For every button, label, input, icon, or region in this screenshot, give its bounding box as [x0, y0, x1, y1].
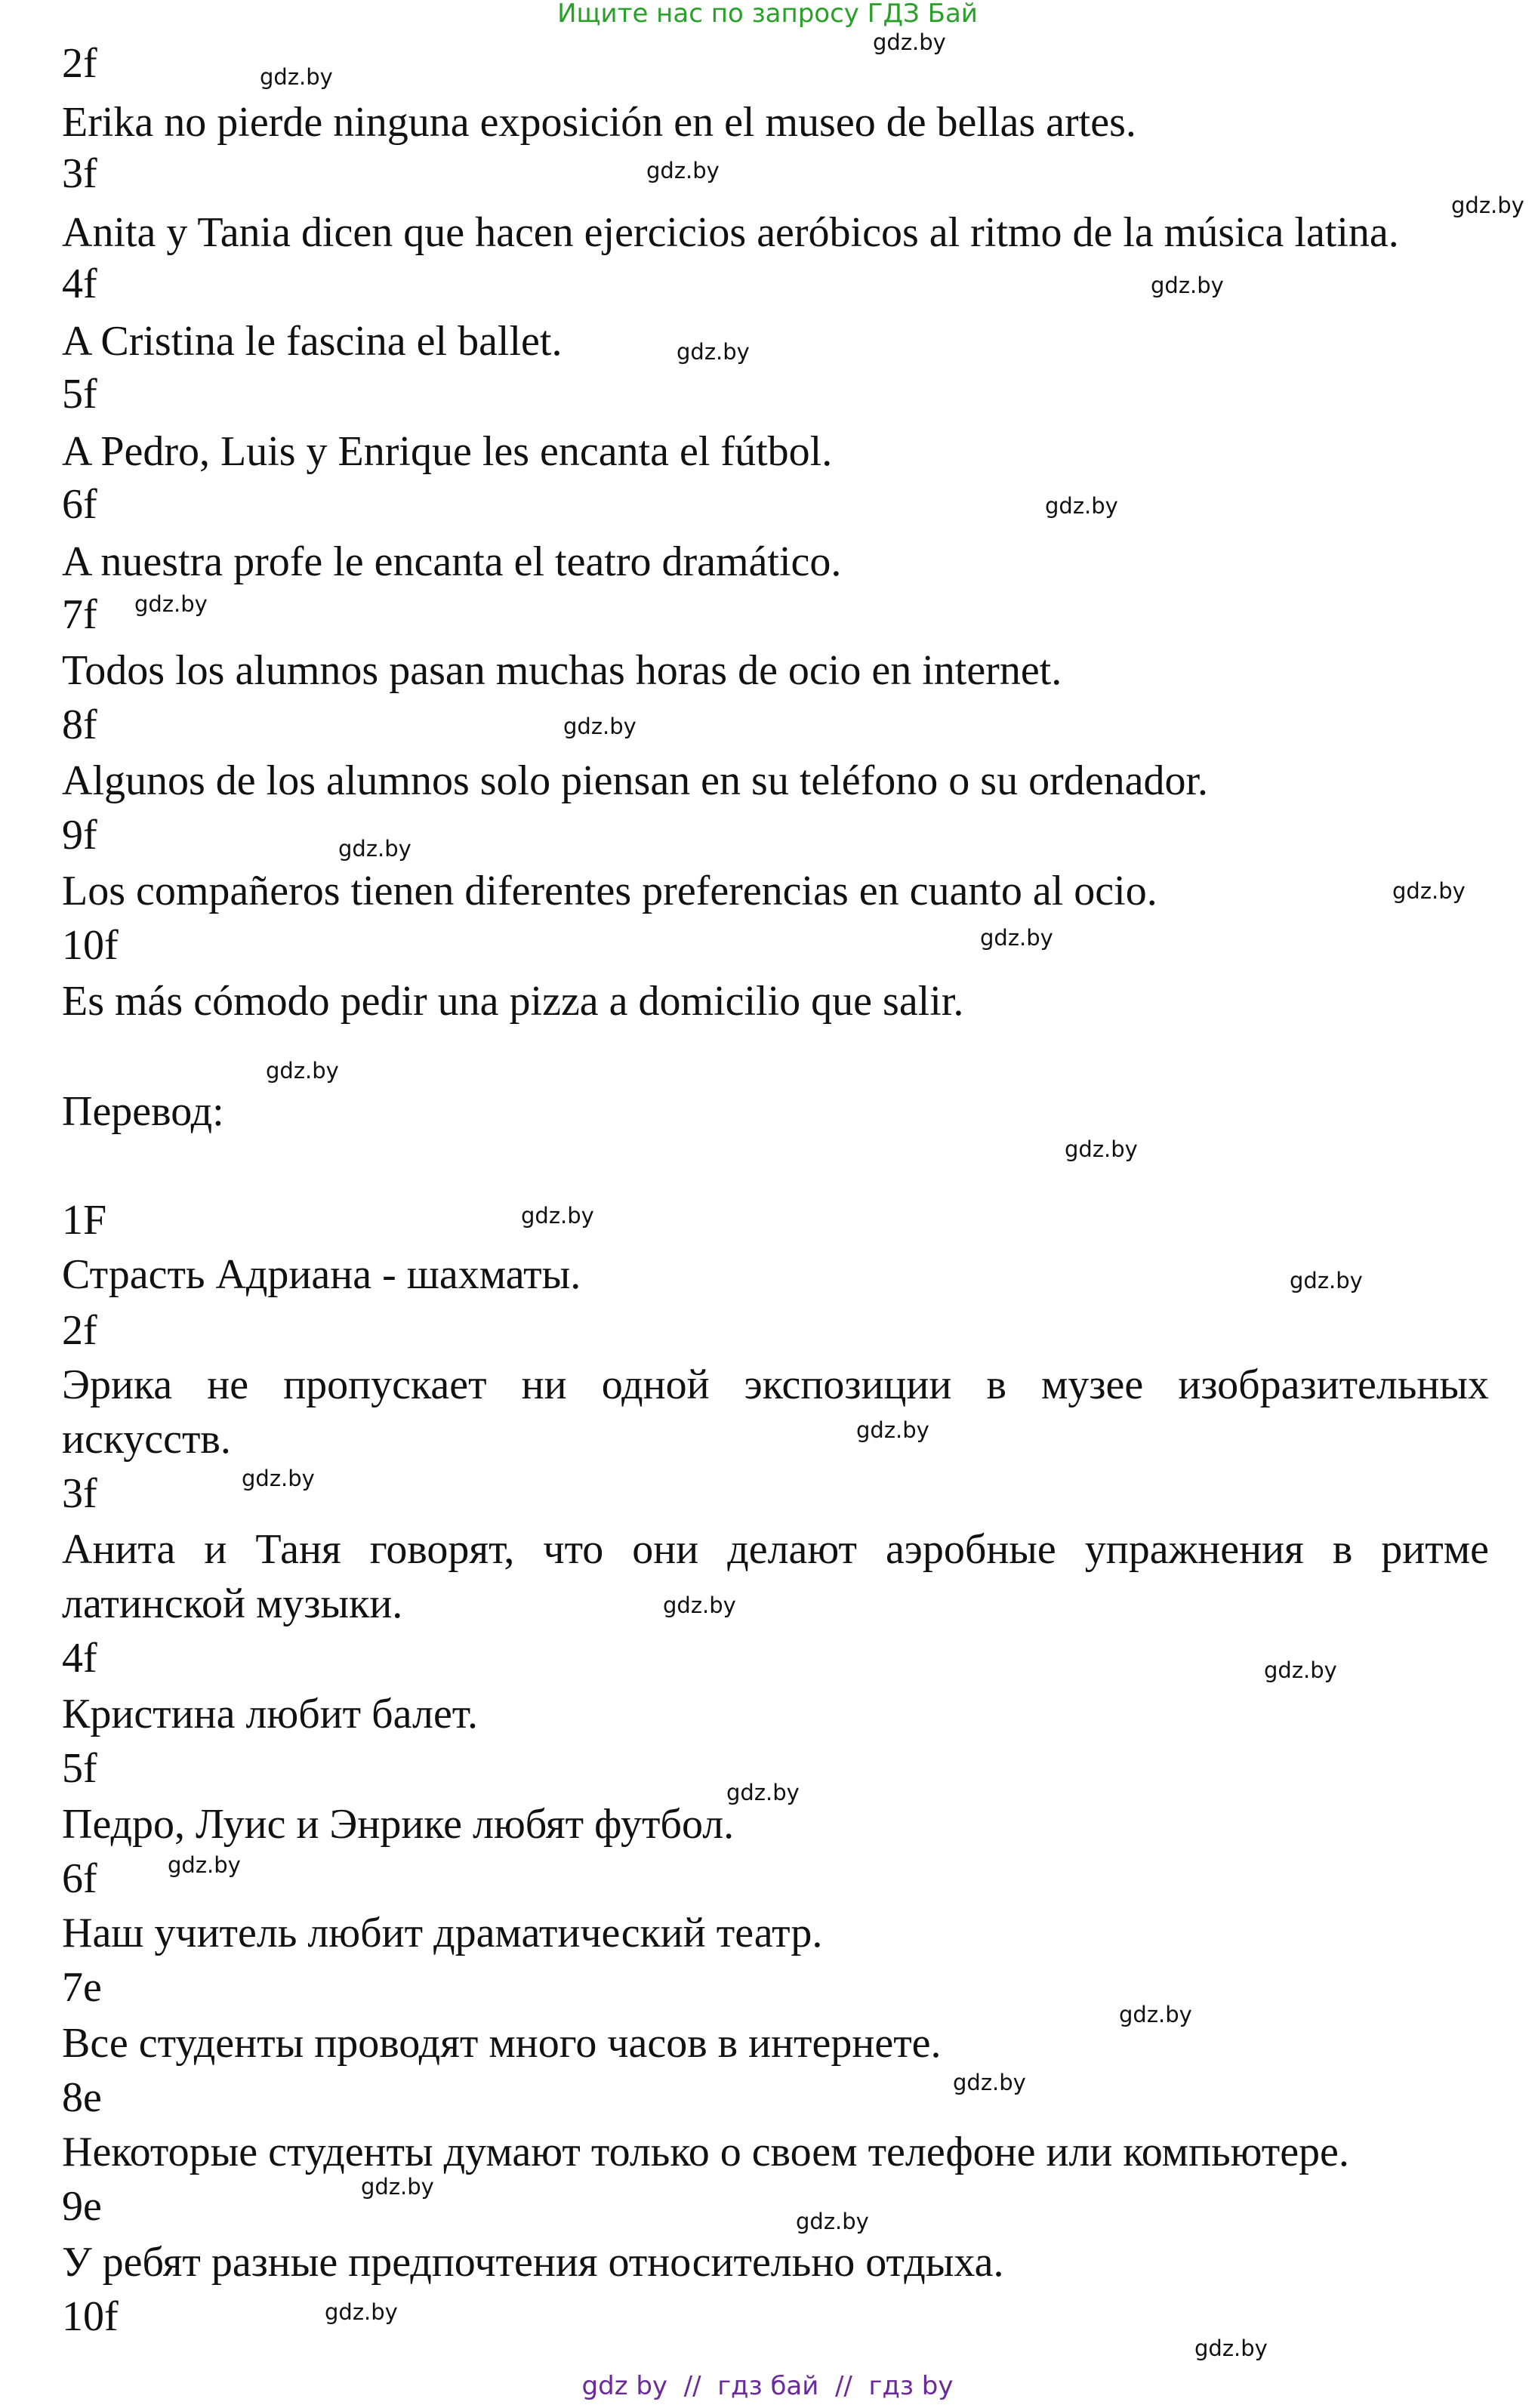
item-number: 6f — [62, 1855, 97, 1902]
item-number: 6f — [62, 481, 97, 528]
watermark: gdz.by — [521, 1203, 594, 1229]
item-number: 8e — [62, 2074, 102, 2121]
watermark: gdz.by — [1151, 273, 1224, 298]
russian-sentence: Анита и Таня говорят, что они делают аэробные упражнения в ритме — [62, 1526, 1489, 1573]
watermark: gdz.by — [168, 1852, 241, 1878]
watermark: gdz.by — [1045, 493, 1118, 519]
spanish-sentence: Es más cómodo pedir una pizza a domicilio que salir. — [62, 978, 964, 1025]
russian-sentence: Кристина любит балет. — [62, 1691, 479, 1737]
russian-sentence: Педро, Луис и Энрике любят футбол. — [62, 1801, 735, 1848]
watermark: gdz.by — [646, 158, 720, 183]
russian-sentence: У ребят разные предпочтения относительно отдыха. — [62, 2239, 1004, 2286]
russian-sentence: Все студенты проводят много часов в интернете. — [62, 2020, 942, 2067]
item-number: 4f — [62, 1635, 97, 1682]
spanish-sentence: A Pedro, Luis y Enrique les encanta el fútbol. — [62, 428, 833, 475]
item-number: 1F — [62, 1197, 107, 1244]
watermark: gdz.by — [1290, 1268, 1363, 1293]
russian-sentence-continuation: искусств. — [62, 1416, 231, 1463]
item-number: 10f — [62, 2293, 119, 2340]
item-number: 9f — [62, 812, 97, 859]
russian-sentence: Страсть Адриана - шахматы. — [62, 1251, 581, 1298]
item-number: 10f — [62, 922, 119, 969]
spanish-sentence: Todos los alumnos pasan muchas horas de ocio en internet. — [62, 647, 1062, 694]
watermark: gdz.by — [677, 339, 750, 365]
watermark: gdz.by — [134, 591, 208, 617]
item-number: 4f — [62, 261, 97, 307]
watermark: gdz.by — [873, 29, 946, 55]
watermark: gdz.by — [325, 2299, 398, 2325]
watermark: gdz.by — [1119, 2002, 1192, 2027]
watermark: gdz.by — [242, 1466, 315, 1491]
spanish-sentence: A nuestra profe le encanta el teatro dramático. — [62, 538, 842, 585]
item-number: 3f — [62, 1470, 97, 1517]
item-number: 7f — [62, 591, 97, 638]
translation-heading: Перевод: — [62, 1088, 224, 1135]
watermark: gdz.by — [1194, 2336, 1268, 2361]
spanish-sentence: Anita y Tania dicen que hacen ejercicios aeróbicos al ritmo de la música latina. — [62, 209, 1399, 256]
watermark: gdz.by — [1451, 193, 1524, 218]
russian-sentence: Наш учитель любит драматический театр. — [62, 1910, 823, 1956]
watermark: gdz.by — [260, 64, 333, 90]
item-number: 5f — [62, 1745, 97, 1792]
spanish-sentence: Algunos de los alumnos solo piensan en su teléfono o su ordenador. — [62, 757, 1209, 804]
item-number: 7e — [62, 1964, 102, 2011]
russian-sentence-continuation: латинской музыки. — [62, 1580, 403, 1627]
item-number: 5f — [62, 371, 97, 418]
watermark: gdz.by — [796, 2209, 869, 2234]
spanish-sentence: Erika no pierde ninguna exposición en el museo de bellas artes. — [62, 99, 1136, 146]
watermark: gdz.by — [953, 2070, 1026, 2095]
spanish-sentence: Los compañeros tienen diferentes preferencias en cuanto al ocio. — [62, 868, 1157, 914]
item-number: 9e — [62, 2183, 102, 2230]
item-number: 8f — [62, 701, 97, 748]
watermark: gdz.by — [726, 1780, 800, 1805]
spanish-sentence: A Cristina le fascina el ballet. — [62, 318, 563, 365]
watermark: gdz.by — [1392, 878, 1466, 904]
watermark: gdz.by — [663, 1592, 736, 1618]
watermark: gdz.by — [1065, 1136, 1138, 1162]
watermark: gdz.by — [338, 836, 411, 862]
russian-sentence: Эрика не пропускает ни одной экспозиции в музее изобразительных — [62, 1361, 1489, 1408]
item-number: 2f — [62, 40, 97, 87]
watermark: gdz.by — [1264, 1657, 1337, 1683]
search-banner: Ищите нас по запросу ГДЗ Бай — [557, 0, 978, 29]
watermark: gdz.by — [563, 714, 637, 739]
watermark: gdz.by — [980, 925, 1053, 951]
russian-sentence: Некоторые студенты думают только о своем телефоне или компьютере. — [62, 2129, 1349, 2175]
item-number: 3f — [62, 150, 97, 197]
watermark: gdz.by — [266, 1058, 339, 1084]
watermark: gdz.by — [361, 2174, 434, 2200]
watermark: gdz.by — [856, 1417, 929, 1443]
footer-links: gdz by // гдз бай // гдз by — [581, 2371, 954, 2401]
item-number: 2f — [62, 1307, 97, 1354]
